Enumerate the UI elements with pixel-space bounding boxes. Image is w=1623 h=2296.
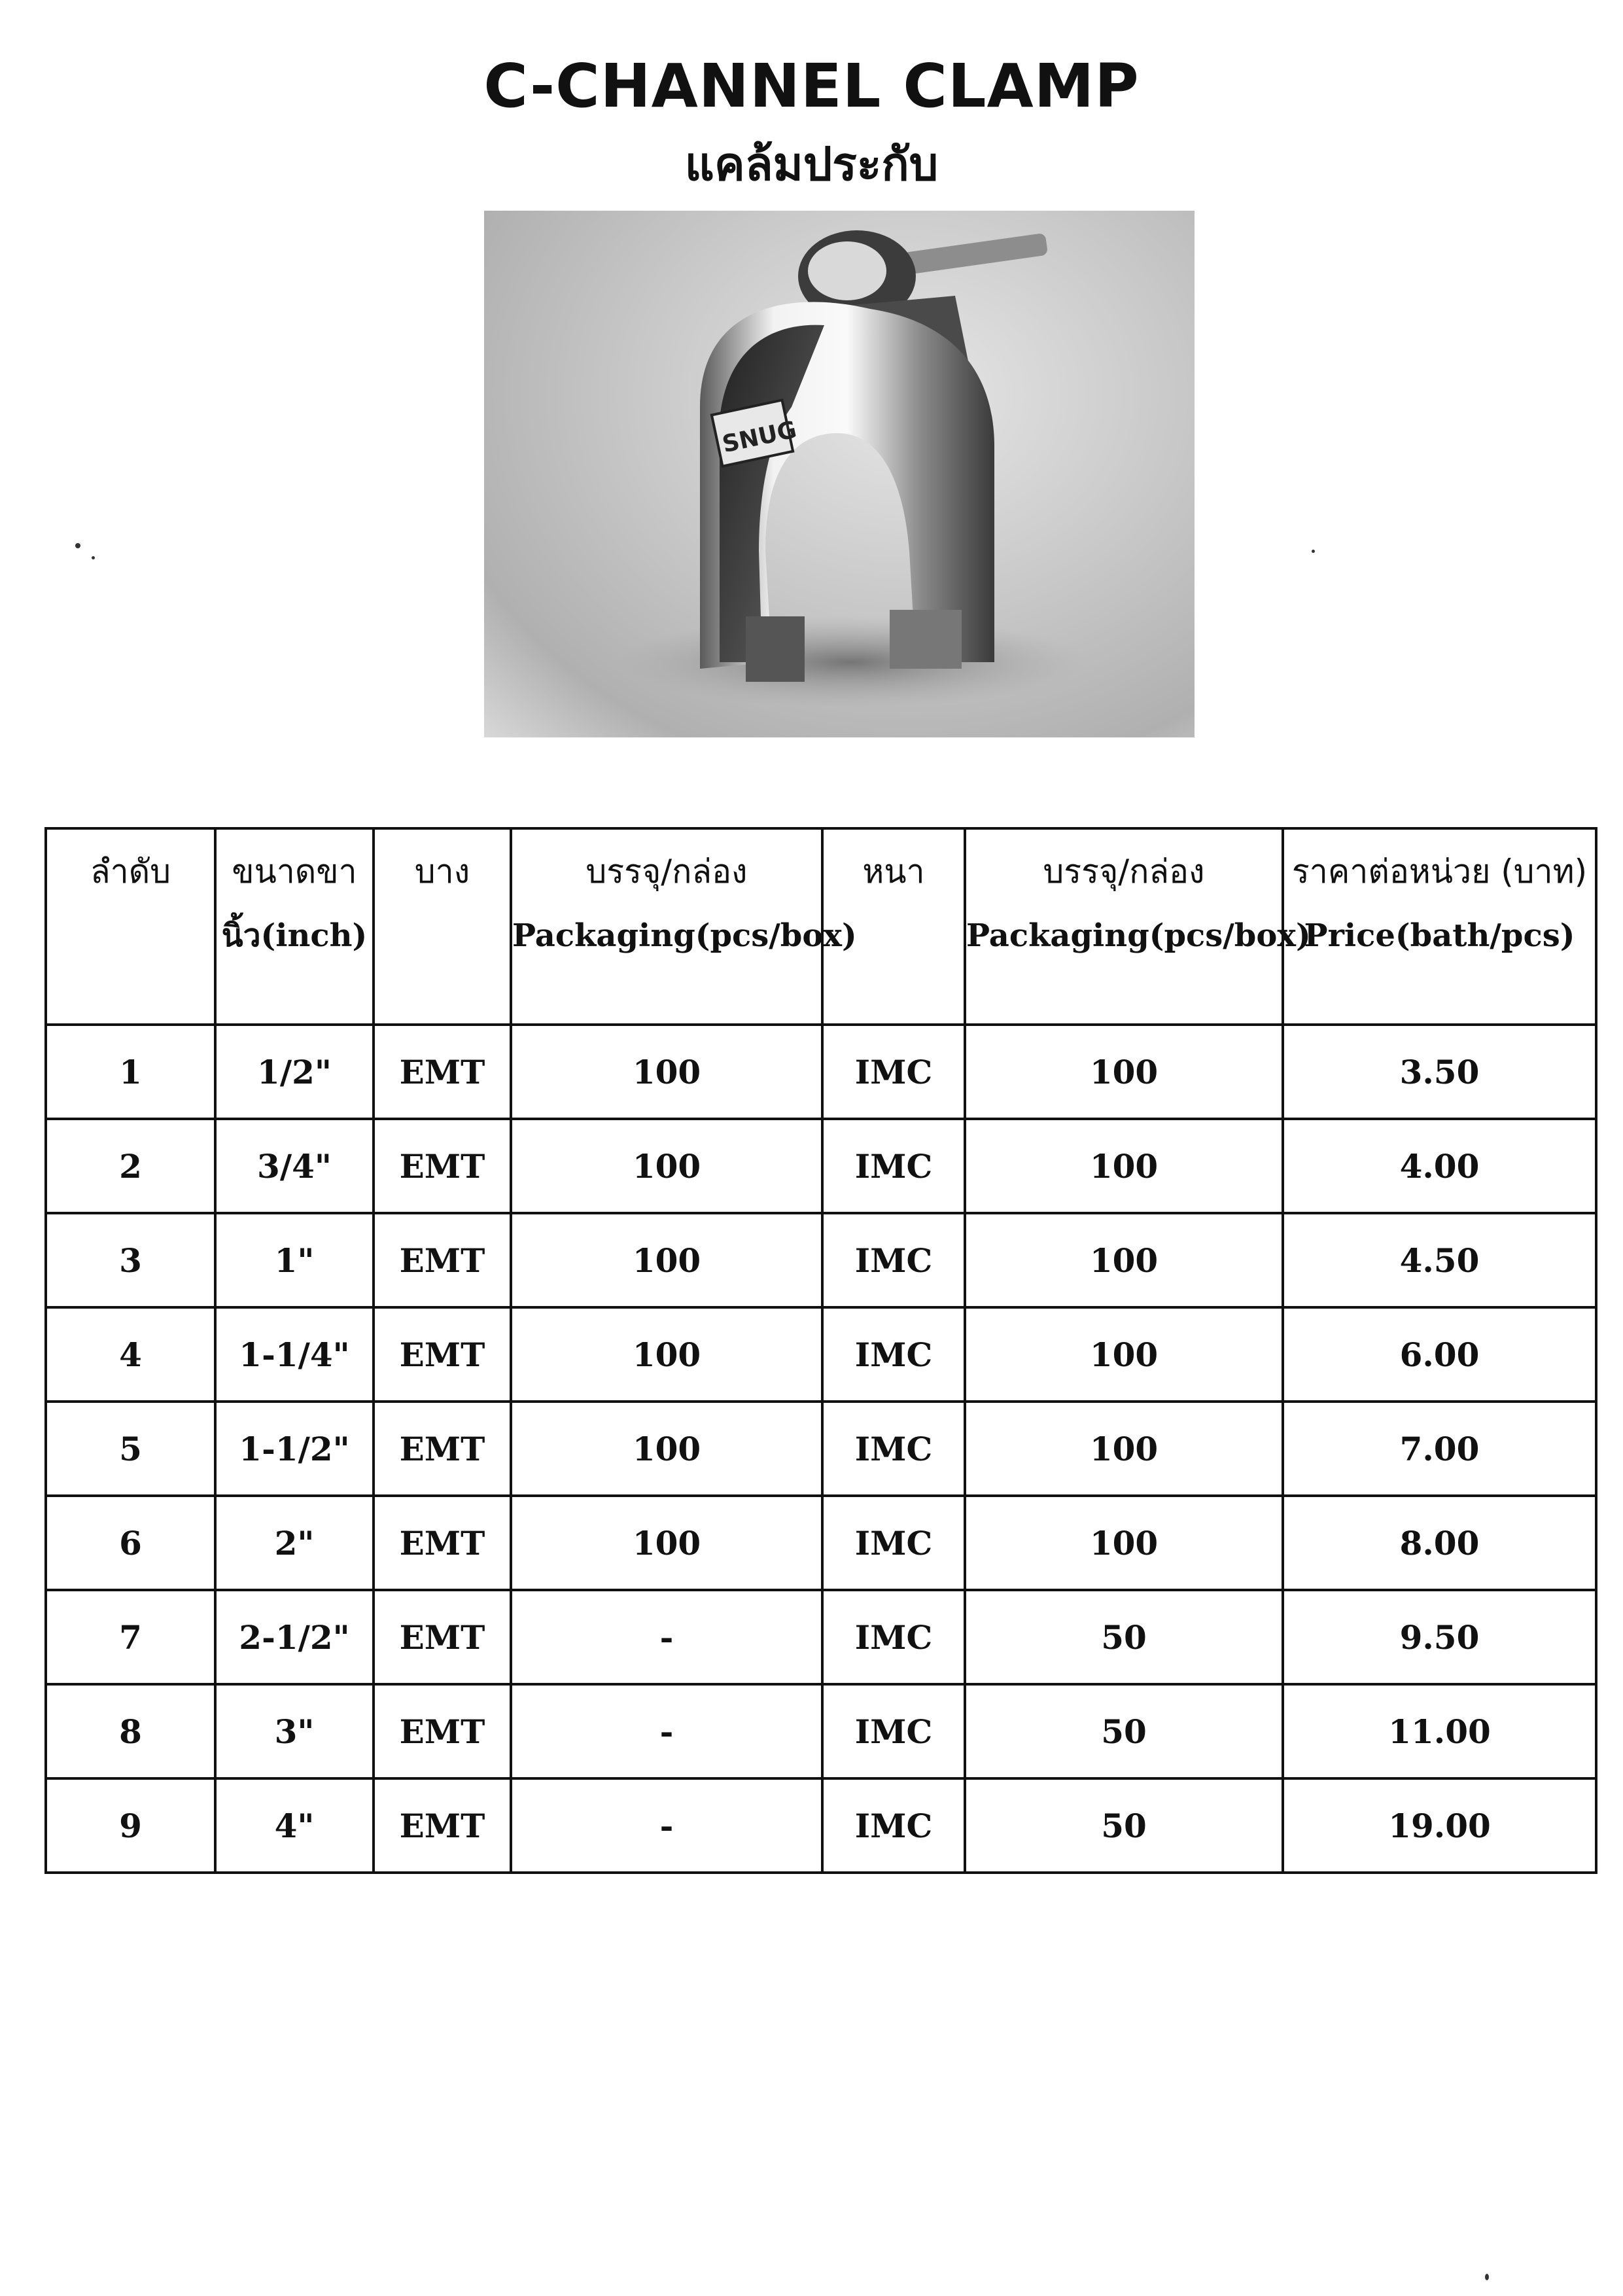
- table-row: [46, 1025, 1596, 1119]
- cell-order: 8: [46, 1684, 215, 1778]
- cell-size: 1-1/4": [215, 1307, 374, 1402]
- cell-price: 6.00: [1283, 1307, 1596, 1402]
- header-cell-packaging-thin: บรรจุ/กล่อง Packaging(pcs/box): [511, 828, 822, 1025]
- cell-thin: EMT: [374, 1590, 511, 1684]
- cell-packaging-thick: 100: [965, 1213, 1283, 1307]
- cell-thin: EMT: [374, 1496, 511, 1590]
- page-subtitle: แคล้มประกับ: [684, 137, 939, 191]
- cell-size: 1-1/2": [215, 1402, 374, 1496]
- cell-thick: IMC: [822, 1590, 965, 1684]
- cell-price: 4.50: [1283, 1213, 1596, 1307]
- cell-packaging-thick: 100: [965, 1307, 1283, 1402]
- cell-thick: IMC: [822, 1119, 965, 1213]
- cell-price: 3.50: [1283, 1025, 1596, 1119]
- cell-packaging-thin: -: [511, 1778, 822, 1873]
- product-photo: [484, 211, 1195, 737]
- cell-size: 2": [215, 1496, 374, 1590]
- cell-order: 2: [46, 1119, 215, 1213]
- cell-packaging-thick: 100: [965, 1119, 1283, 1213]
- price-table-body: [46, 828, 1596, 1873]
- cell-price: 19.00: [1283, 1778, 1596, 1873]
- cell-size: 2-1/2": [215, 1590, 374, 1684]
- header-cell-order: ลำดับ: [46, 828, 215, 1025]
- header-cell-size: ขนาดขา นิ้ว(inch): [215, 828, 374, 1025]
- cell-thin: EMT: [374, 1307, 511, 1402]
- cell-thick: IMC: [822, 1684, 965, 1778]
- cell-thick: IMC: [822, 1213, 965, 1307]
- cell-size: 3": [215, 1684, 374, 1778]
- table-row: [46, 1778, 1596, 1873]
- c-channel-clamp-photo: [484, 211, 1195, 737]
- cell-order: 3: [46, 1213, 215, 1307]
- header-cell-packaging-thick: บรรจุ/กล่อง Packaging(pcs/box): [965, 828, 1283, 1025]
- scan-speck: [92, 556, 95, 559]
- cell-size: 4": [215, 1778, 374, 1873]
- table-row: [46, 1213, 1596, 1307]
- table-row: [46, 1496, 1596, 1590]
- cell-packaging-thin: 100: [511, 1402, 822, 1496]
- cell-thick: IMC: [822, 1778, 965, 1873]
- scan-speck: [1312, 550, 1315, 553]
- cell-thick: IMC: [822, 1402, 965, 1496]
- cell-price: 7.00: [1283, 1402, 1596, 1496]
- cell-order: 7: [46, 1590, 215, 1684]
- cell-size: 1": [215, 1213, 374, 1307]
- page-title: C-CHANNEL CLAMP: [483, 51, 1140, 121]
- cell-thin: EMT: [374, 1402, 511, 1496]
- cell-packaging-thin: 100: [511, 1496, 822, 1590]
- header-cell-thin: บาง: [374, 828, 511, 1025]
- cell-price: 9.50: [1283, 1590, 1596, 1684]
- cell-price: 11.00: [1283, 1684, 1596, 1778]
- cell-packaging-thin: 100: [511, 1025, 822, 1119]
- cell-thin: EMT: [374, 1213, 511, 1307]
- scan-speck: [1485, 2274, 1489, 2280]
- cell-thick: IMC: [822, 1025, 965, 1119]
- cell-thick: IMC: [822, 1307, 965, 1402]
- cell-thin: EMT: [374, 1025, 511, 1119]
- table-row: [46, 1590, 1596, 1684]
- cell-order: 5: [46, 1402, 215, 1496]
- header-cell-thick: หนา: [822, 828, 965, 1025]
- header-row: [46, 828, 1596, 1025]
- cell-packaging-thick: 100: [965, 1496, 1283, 1590]
- cell-order: 1: [46, 1025, 215, 1119]
- cell-size: 3/4": [215, 1119, 374, 1213]
- cell-order: 6: [46, 1496, 215, 1590]
- cell-packaging-thin: 100: [511, 1213, 822, 1307]
- cell-thin: EMT: [374, 1778, 511, 1873]
- cell-packaging-thick: 100: [965, 1025, 1283, 1119]
- price-table: [44, 827, 1597, 1874]
- cell-thick: IMC: [822, 1496, 965, 1590]
- table-row: [46, 1684, 1596, 1778]
- header-cell-price: ราคาต่อหน่วย (บาท) Price(bath/pcs): [1283, 828, 1596, 1025]
- cell-packaging-thin: -: [511, 1684, 822, 1778]
- cell-order: 4: [46, 1307, 215, 1402]
- cell-price: 8.00: [1283, 1496, 1596, 1590]
- snug-label: SNUG: [720, 416, 799, 459]
- cell-packaging-thick: 50: [965, 1590, 1283, 1684]
- cell-packaging-thin: -: [511, 1590, 822, 1684]
- cell-packaging-thin: 100: [511, 1119, 822, 1213]
- cell-order: 9: [46, 1778, 215, 1873]
- cell-packaging-thick: 50: [965, 1684, 1283, 1778]
- table-row: [46, 1402, 1596, 1496]
- table-row: [46, 1119, 1596, 1213]
- cell-thin: EMT: [374, 1684, 511, 1778]
- cell-packaging-thick: 50: [965, 1778, 1283, 1873]
- cell-size: 1/2": [215, 1025, 374, 1119]
- cell-packaging-thin: 100: [511, 1307, 822, 1402]
- cell-thin: EMT: [374, 1119, 511, 1213]
- cell-price: 4.00: [1283, 1119, 1596, 1213]
- scan-speck: [75, 543, 80, 548]
- cell-packaging-thick: 100: [965, 1402, 1283, 1496]
- table-row: [46, 1307, 1596, 1402]
